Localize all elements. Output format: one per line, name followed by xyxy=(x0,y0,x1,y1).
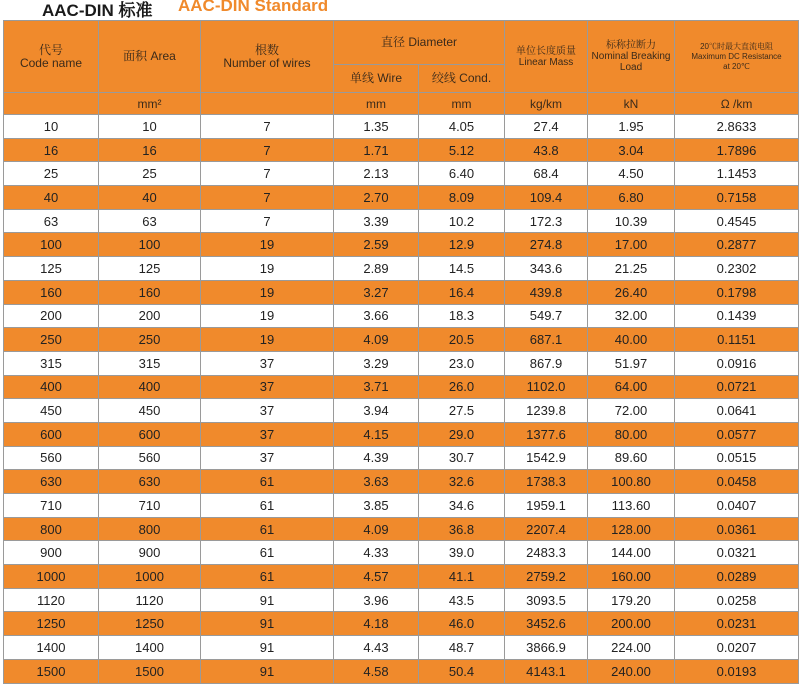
table-cell: 0.0458 xyxy=(675,470,799,494)
table-cell: 2207.4 xyxy=(505,517,588,541)
table-cell: 4.39 xyxy=(334,446,419,470)
table-cell: 400 xyxy=(4,375,99,399)
table-cell: 549.7 xyxy=(505,304,588,328)
unit-cell: Ω /km xyxy=(675,93,799,115)
table-cell: 315 xyxy=(4,351,99,375)
table-row xyxy=(4,351,799,375)
table-cell: 1500 xyxy=(4,659,99,683)
table-cell: 6.40 xyxy=(419,162,505,186)
table-cell: 100 xyxy=(99,233,201,257)
table-row xyxy=(4,138,799,162)
table-cell: 40 xyxy=(4,186,99,210)
table-cell: 0.0641 xyxy=(675,399,799,423)
table-cell: 450 xyxy=(4,399,99,423)
table-row xyxy=(4,470,799,494)
table-cell: 240.00 xyxy=(588,659,675,683)
table-cell: 600 xyxy=(4,422,99,446)
table-cell: 19 xyxy=(201,257,334,281)
table-cell: 14.5 xyxy=(419,257,505,281)
table-cell: 29.0 xyxy=(419,422,505,446)
table-cell: 4.58 xyxy=(334,659,419,683)
table-cell: 315 xyxy=(99,351,201,375)
table-cell: 72.00 xyxy=(588,399,675,423)
table-cell: 1239.8 xyxy=(505,399,588,423)
table-cell: 0.0207 xyxy=(675,636,799,660)
header-load xyxy=(588,21,675,93)
header-load-cn: 标称拉断力 xyxy=(606,40,657,51)
table-cell: 19 xyxy=(201,304,334,328)
table-cell: 91 xyxy=(201,659,334,683)
header-cond: 绞线 Cond. xyxy=(419,65,505,93)
table-cell: 25 xyxy=(99,162,201,186)
table-cell: 19 xyxy=(201,233,334,257)
table-cell: 5.12 xyxy=(419,138,505,162)
table-cell: 10 xyxy=(99,115,201,139)
table-cell: 46.0 xyxy=(419,612,505,636)
table-cell: 25 xyxy=(4,162,99,186)
header-code-cn: 代号 xyxy=(38,42,63,57)
table-cell: 61 xyxy=(201,494,334,518)
table-cell: 1000 xyxy=(99,565,201,589)
table-cell: 3.29 xyxy=(334,351,419,375)
table-cell: 61 xyxy=(201,517,334,541)
table-cell: 250 xyxy=(4,328,99,352)
table-row xyxy=(4,446,799,470)
table-cell: 12.9 xyxy=(419,233,505,257)
table-cell: 439.8 xyxy=(505,280,588,304)
table-cell: 113.60 xyxy=(588,494,675,518)
table-cell: 7 xyxy=(201,162,334,186)
table-cell: 200 xyxy=(99,304,201,328)
table-cell: 0.0577 xyxy=(675,422,799,446)
table-row xyxy=(4,636,799,660)
table-cell: 1959.1 xyxy=(505,494,588,518)
table-row xyxy=(4,328,799,352)
table-cell: 18.3 xyxy=(419,304,505,328)
table-body xyxy=(4,115,799,684)
table-cell: 10 xyxy=(4,115,99,139)
table-cell: 630 xyxy=(4,470,99,494)
table-cell: 0.1798 xyxy=(675,280,799,304)
table-cell: 27.4 xyxy=(505,115,588,139)
table-cell: 61 xyxy=(201,565,334,589)
table-cell: 0.2302 xyxy=(675,257,799,281)
table-cell: 37 xyxy=(201,446,334,470)
table-cell: 160.00 xyxy=(588,565,675,589)
header-code-name xyxy=(4,21,99,93)
table-cell: 4.57 xyxy=(334,565,419,589)
table-cell: 0.0258 xyxy=(675,588,799,612)
table-cell: 19 xyxy=(201,328,334,352)
table-row xyxy=(4,280,799,304)
table-cell: 7 xyxy=(201,138,334,162)
unit-cell: mm² xyxy=(99,93,201,115)
table-cell: 0.0916 xyxy=(675,351,799,375)
table-cell: 160 xyxy=(4,280,99,304)
table-cell: 19 xyxy=(201,280,334,304)
table-cell: 1102.0 xyxy=(505,375,588,399)
unit-cell: mm xyxy=(334,93,419,115)
table-cell: 0.0193 xyxy=(675,659,799,683)
table-cell: 8.09 xyxy=(419,186,505,210)
table-cell: 1.35 xyxy=(334,115,419,139)
table-row xyxy=(4,375,799,399)
table-cell: 0.0721 xyxy=(675,375,799,399)
table-cell: 68.4 xyxy=(505,162,588,186)
table-cell: 0.4545 xyxy=(675,209,799,233)
table-cell: 4.09 xyxy=(334,328,419,352)
table-cell: 687.1 xyxy=(505,328,588,352)
units-row xyxy=(4,93,799,115)
table-cell: 0.0515 xyxy=(675,446,799,470)
table-cell: 800 xyxy=(4,517,99,541)
table-cell: 0.1151 xyxy=(675,328,799,352)
table-cell: 4.18 xyxy=(334,612,419,636)
table-cell: 37 xyxy=(201,351,334,375)
table-row xyxy=(4,399,799,423)
table-row xyxy=(4,304,799,328)
header-load-en1: Nominal Breaking xyxy=(591,51,671,62)
table-cell: 4.09 xyxy=(334,517,419,541)
table-cell: 224.00 xyxy=(588,636,675,660)
table-cell: 200 xyxy=(4,304,99,328)
table-cell: 0.0361 xyxy=(675,517,799,541)
table-cell: 3.94 xyxy=(334,399,419,423)
header-diameter-label: 直径 Diameter xyxy=(381,35,458,49)
table-cell: 1542.9 xyxy=(505,446,588,470)
table-cell: 0.7158 xyxy=(675,186,799,210)
header-res-en2: at 20℃ xyxy=(723,61,750,71)
table-cell: 48.7 xyxy=(419,636,505,660)
table-cell: 3866.9 xyxy=(505,636,588,660)
table-cell: 2.70 xyxy=(334,186,419,210)
table-cell: 710 xyxy=(99,494,201,518)
table-cell: 34.6 xyxy=(419,494,505,518)
table-cell: 343.6 xyxy=(505,257,588,281)
table-cell: 1738.3 xyxy=(505,470,588,494)
table-cell: 63 xyxy=(99,209,201,233)
table-cell: 91 xyxy=(201,612,334,636)
table-cell: 179.20 xyxy=(588,588,675,612)
table-cell: 2.59 xyxy=(334,233,419,257)
table-cell: 10.39 xyxy=(588,209,675,233)
table-cell: 3.96 xyxy=(334,588,419,612)
title-standard: AAC-DIN Standard xyxy=(178,0,329,15)
title-code: AAC-DIN 标准 xyxy=(42,1,153,20)
table-cell: 400 xyxy=(99,375,201,399)
unit-cell: mm xyxy=(419,93,505,115)
table-cell: 160 xyxy=(99,280,201,304)
table-cell: 30.7 xyxy=(419,446,505,470)
table-cell: 7 xyxy=(201,209,334,233)
table-cell: 27.5 xyxy=(419,399,505,423)
table-cell: 3.71 xyxy=(334,375,419,399)
table-cell: 91 xyxy=(201,636,334,660)
table-cell: 80.00 xyxy=(588,422,675,446)
table-row xyxy=(4,588,799,612)
table-cell: 3093.5 xyxy=(505,588,588,612)
table-cell: 26.40 xyxy=(588,280,675,304)
table-cell: 7 xyxy=(201,115,334,139)
table-cell: 109.4 xyxy=(505,186,588,210)
table-cell: 4.15 xyxy=(334,422,419,446)
table-cell: 1500 xyxy=(99,659,201,683)
table-cell: 710 xyxy=(4,494,99,518)
table-cell: 600 xyxy=(99,422,201,446)
header-res-en1: Maximum DC Resistance xyxy=(691,51,782,61)
table-cell: 128.00 xyxy=(588,517,675,541)
table-cell: 2483.3 xyxy=(505,541,588,565)
table-cell: 4.05 xyxy=(419,115,505,139)
table-cell: 125 xyxy=(4,257,99,281)
table-cell: 32.00 xyxy=(588,304,675,328)
table-cell: 0.1439 xyxy=(675,304,799,328)
table-cell: 4143.1 xyxy=(505,659,588,683)
table-cell: 0.0321 xyxy=(675,541,799,565)
table-cell: 64.00 xyxy=(588,375,675,399)
table-row xyxy=(4,422,799,446)
table-cell: 2.13 xyxy=(334,162,419,186)
aac-din-table xyxy=(3,20,799,684)
table-cell: 1400 xyxy=(4,636,99,660)
header-wires-en: Number of wires xyxy=(223,55,311,70)
unit-cell xyxy=(201,93,334,115)
table-cell: 23.0 xyxy=(419,351,505,375)
header-mass xyxy=(505,21,588,93)
table-cell: 3.63 xyxy=(334,470,419,494)
table-cell: 32.6 xyxy=(419,470,505,494)
table-row xyxy=(4,517,799,541)
table-cell: 200.00 xyxy=(588,612,675,636)
header-res-cn: 20℃时最大直流电阻 xyxy=(700,41,773,51)
table-cell: 1120 xyxy=(4,588,99,612)
header-resistance xyxy=(675,21,799,93)
table-row xyxy=(4,257,799,281)
table-cell: 2759.2 xyxy=(505,565,588,589)
table-cell: 17.00 xyxy=(588,233,675,257)
table-cell: 172.3 xyxy=(505,209,588,233)
header-mass-en: Linear Mass xyxy=(518,56,574,68)
table-cell: 3.39 xyxy=(334,209,419,233)
table-row xyxy=(4,186,799,210)
table-cell: 43.8 xyxy=(505,138,588,162)
header-area-label: 面积 Area xyxy=(123,49,176,63)
table-cell: 3.04 xyxy=(588,138,675,162)
table-cell: 1400 xyxy=(99,636,201,660)
table-cell: 63 xyxy=(4,209,99,233)
header-code-en: Code name xyxy=(19,55,83,70)
table-cell: 61 xyxy=(201,470,334,494)
table-cell: 16 xyxy=(4,138,99,162)
table-cell: 1.1453 xyxy=(675,162,799,186)
unit-cell: kg/km xyxy=(505,93,588,115)
table-cell: 39.0 xyxy=(419,541,505,565)
header-wires xyxy=(201,21,334,93)
table-cell: 1.71 xyxy=(334,138,419,162)
table-cell: 0.2877 xyxy=(675,233,799,257)
table-cell: 2.8633 xyxy=(675,115,799,139)
table-cell: 1250 xyxy=(99,612,201,636)
table-cell: 4.43 xyxy=(334,636,419,660)
unit-cell xyxy=(4,93,99,115)
table-cell: 144.00 xyxy=(588,541,675,565)
table-cell: 21.25 xyxy=(588,257,675,281)
table-cell: 100.80 xyxy=(588,470,675,494)
table-cell: 43.5 xyxy=(419,588,505,612)
table-cell: 37 xyxy=(201,422,334,446)
table-cell: 3.27 xyxy=(334,280,419,304)
table-cell: 61 xyxy=(201,541,334,565)
table-cell: 250 xyxy=(99,328,201,352)
table-cell: 1250 xyxy=(4,612,99,636)
table-cell: 89.60 xyxy=(588,446,675,470)
table-cell: 40 xyxy=(99,186,201,210)
table-cell: 4.33 xyxy=(334,541,419,565)
table-cell: 274.8 xyxy=(505,233,588,257)
table-cell: 41.1 xyxy=(419,565,505,589)
table-row xyxy=(4,209,799,233)
table-cell: 7 xyxy=(201,186,334,210)
table-cell: 51.97 xyxy=(588,351,675,375)
table-row xyxy=(4,565,799,589)
table-cell: 900 xyxy=(99,541,201,565)
table-cell: 450 xyxy=(99,399,201,423)
table-cell: 37 xyxy=(201,399,334,423)
table-cell: 3.66 xyxy=(334,304,419,328)
table-cell: 26.0 xyxy=(419,375,505,399)
header-diameter xyxy=(334,21,505,65)
table-cell: 560 xyxy=(99,446,201,470)
table-cell: 1000 xyxy=(4,565,99,589)
table-cell: 36.8 xyxy=(419,517,505,541)
table-cell: 867.9 xyxy=(505,351,588,375)
table-cell: 630 xyxy=(99,470,201,494)
table-row xyxy=(4,612,799,636)
table-cell: 0.0289 xyxy=(675,565,799,589)
table-cell: 16.4 xyxy=(419,280,505,304)
table-cell: 37 xyxy=(201,375,334,399)
table-cell: 6.80 xyxy=(588,186,675,210)
table-cell: 16 xyxy=(99,138,201,162)
table-cell: 20.5 xyxy=(419,328,505,352)
table-cell: 125 xyxy=(99,257,201,281)
table-cell: 1120 xyxy=(99,588,201,612)
table-cell: 0.0231 xyxy=(675,612,799,636)
table-cell: 2.89 xyxy=(334,257,419,281)
table-cell: 10.2 xyxy=(419,209,505,233)
table-cell: 50.4 xyxy=(419,659,505,683)
table-cell: 800 xyxy=(99,517,201,541)
table-cell: 100 xyxy=(4,233,99,257)
header-load-en2: Load xyxy=(619,62,643,73)
header-wire: 单线 Wire xyxy=(334,65,419,93)
table-cell: 1.95 xyxy=(588,115,675,139)
table-row xyxy=(4,659,799,683)
table-row xyxy=(4,233,799,257)
table-row xyxy=(4,115,799,139)
table-row xyxy=(4,541,799,565)
header-mass-cn: 单位长度质量 xyxy=(516,45,577,57)
unit-cell: kN xyxy=(588,93,675,115)
table-cell: 1.7896 xyxy=(675,138,799,162)
table-cell: 900 xyxy=(4,541,99,565)
header-area xyxy=(99,21,201,93)
table-cell: 40.00 xyxy=(588,328,675,352)
table-row xyxy=(4,162,799,186)
document-title xyxy=(0,0,800,20)
table-cell: 560 xyxy=(4,446,99,470)
table-cell: 91 xyxy=(201,588,334,612)
table-cell: 4.50 xyxy=(588,162,675,186)
table-row xyxy=(4,494,799,518)
table-cell: 1377.6 xyxy=(505,422,588,446)
header-wires-cn: 根数 xyxy=(254,42,279,57)
table-cell: 3452.6 xyxy=(505,612,588,636)
table-cell: 3.85 xyxy=(334,494,419,518)
table-cell: 0.0407 xyxy=(675,494,799,518)
